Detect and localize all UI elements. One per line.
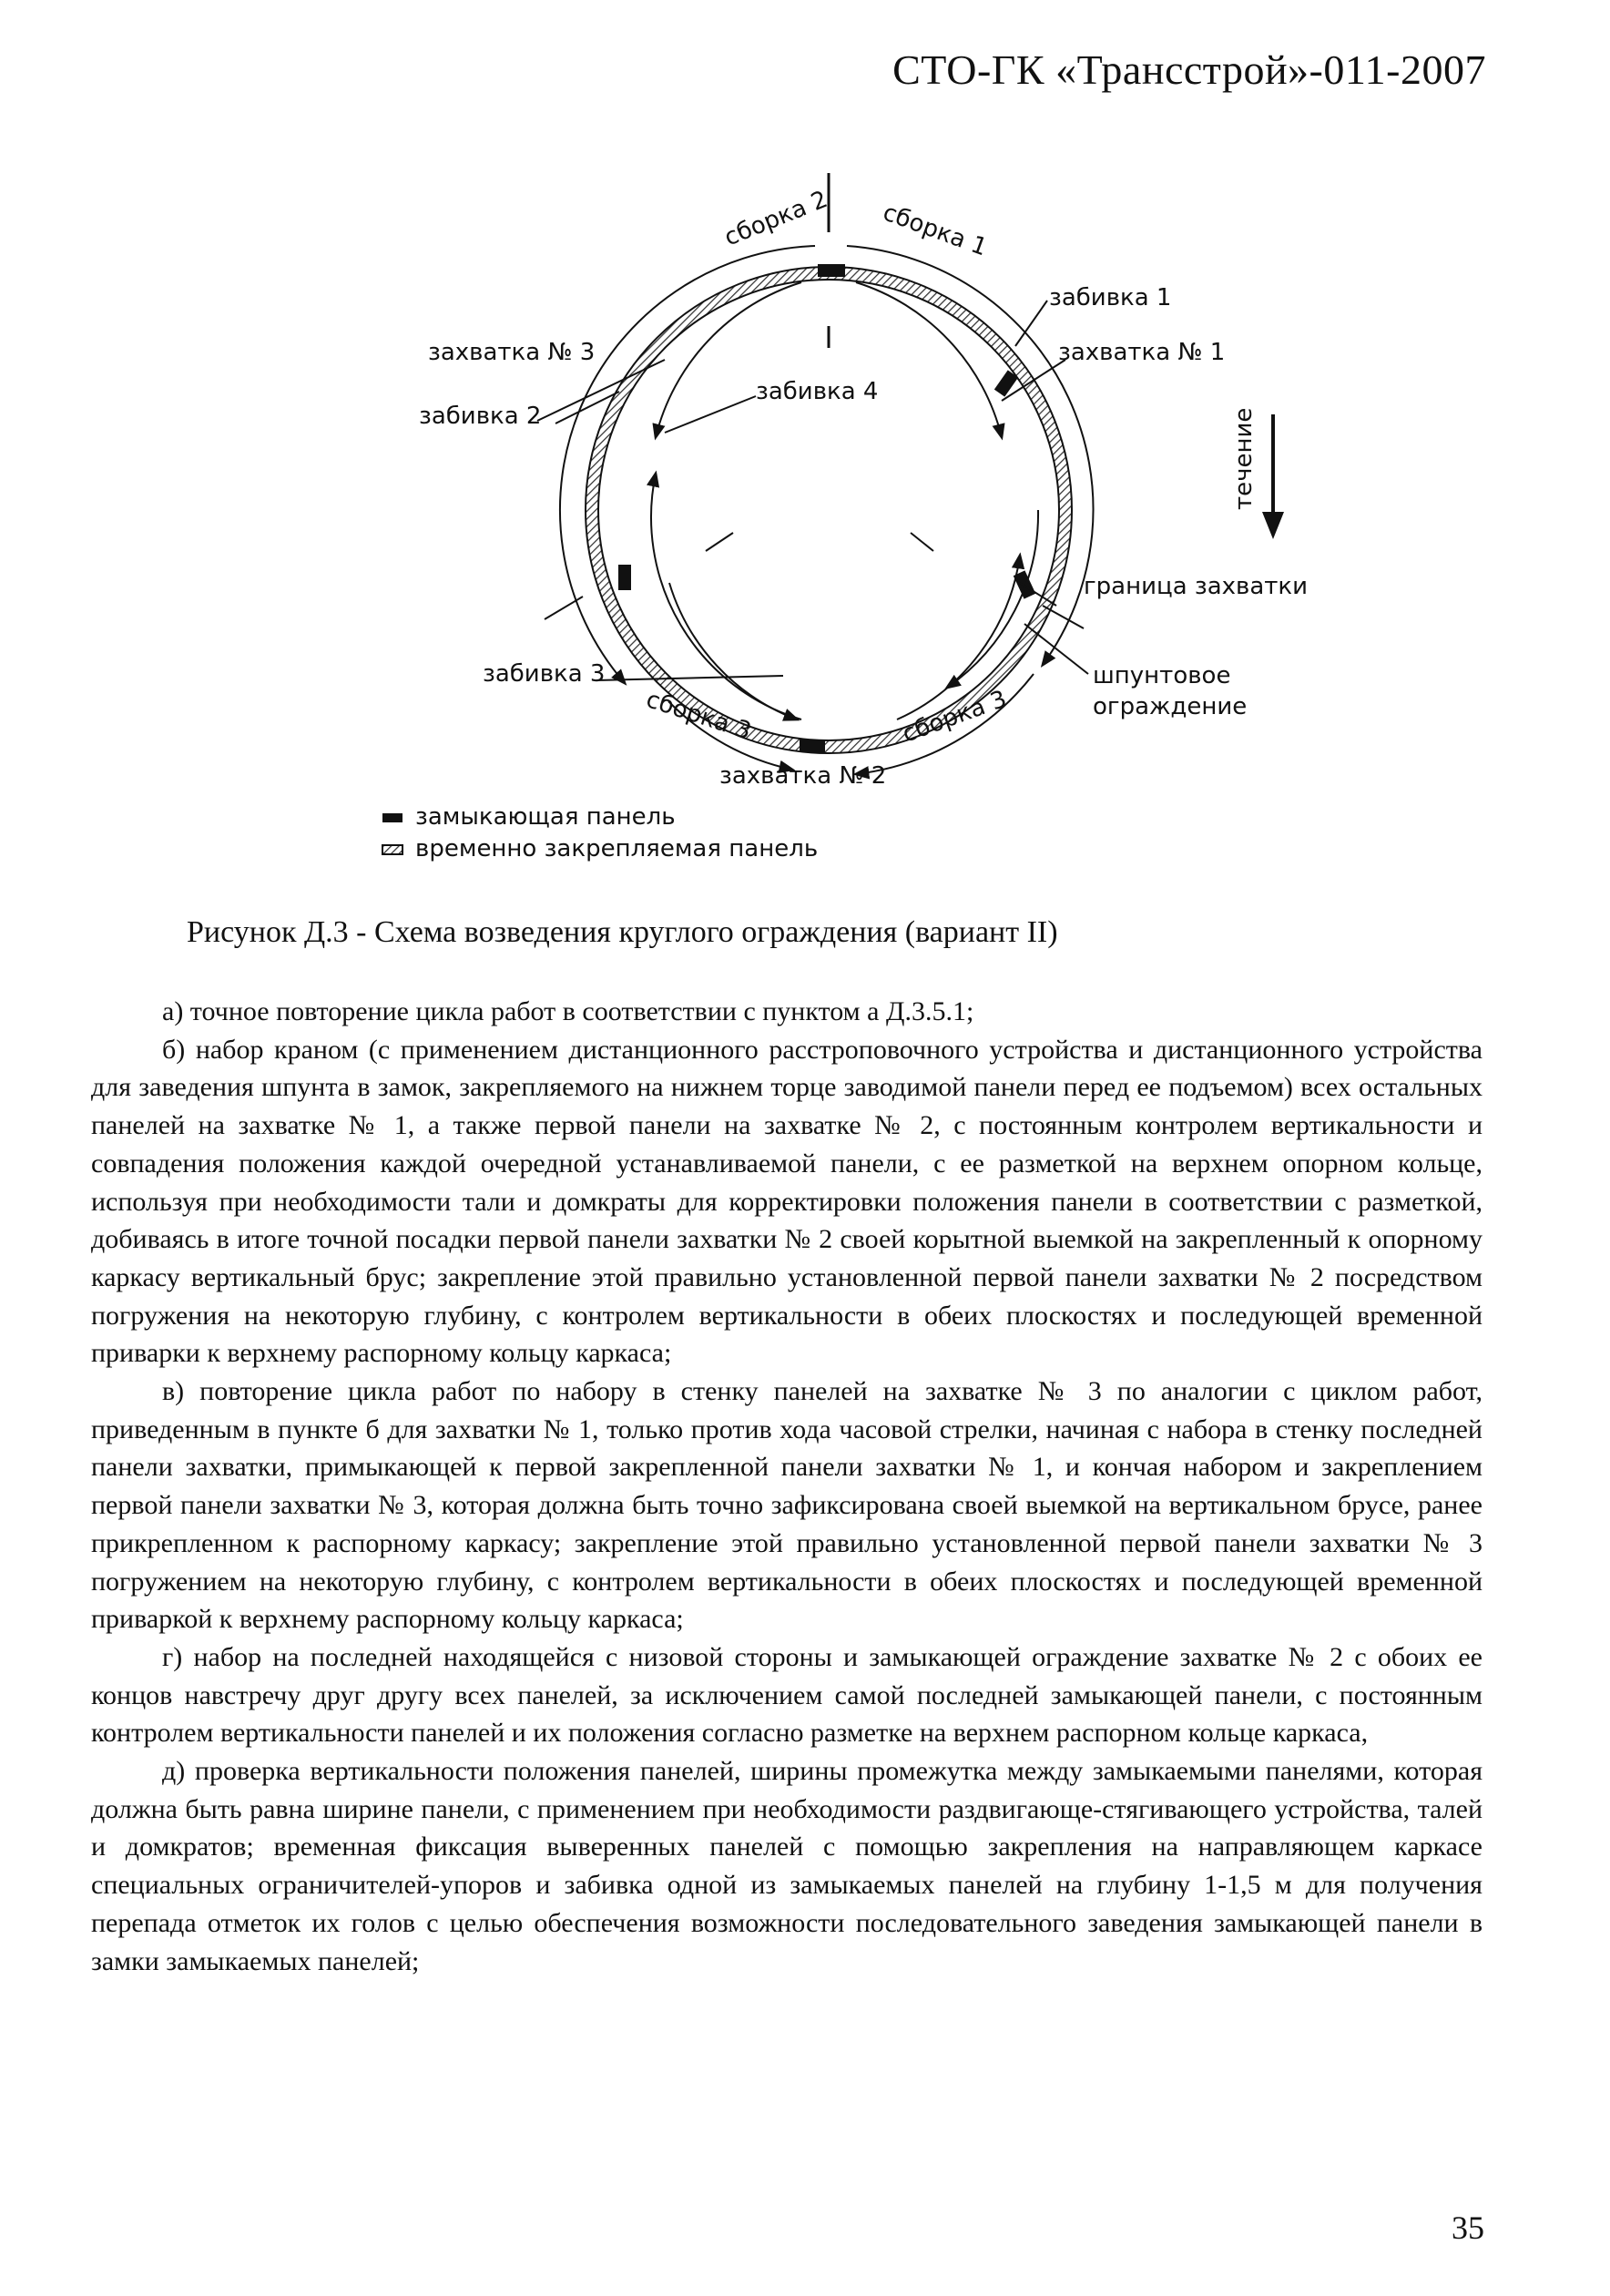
section-boundary-tick xyxy=(1043,606,1084,628)
inner-arrow xyxy=(947,510,1038,688)
page-number: 35 xyxy=(1452,2209,1484,2246)
circular-enclosure-diagram xyxy=(0,0,1610,911)
inner-arrow xyxy=(856,282,1002,437)
label-section-boundary: граница захватки xyxy=(1084,573,1309,600)
label-section-2: захватка № 2 xyxy=(719,762,887,790)
paragraph-d: д) проверка вертикальности положения панелей, ширины промежутка между замыкаемыми панелями, которая должна быть равна ширине панели, с применением при необходимости раздвигающе-стягивающего устройства, талей и домкратов; временная фиксация выверенных панелей с помощью закрепления на направляющем каркасе специальных ограничителей-упоров и забивка одной из замыкаемых панелей на глубину 1-1,5 м для получения перепада отметок их голов с целью обеспечения возможности последовательного заведения замыкающей панели в замки замыкаемых панелей; xyxy=(91,1756,1483,1976)
label-sheet-pile-line2: ограждение xyxy=(1093,693,1248,720)
legend-closing-panel: замыкающая панель xyxy=(415,803,676,831)
paragraph-v: в) повторение цикла работ по набору в стенку панелей на захватке № 3 по аналогии с циклом работ, приведенным в пункте б для захватки № 1, только против хода часовой стрелки, начиная с набора в стенку последней панели захватки, примыкающей к первой закрепленной панели захватки № 1, и кончая набором и закреплением первой панели захватки № 3, которая должна быть точно зафиксирована своей выемкой на вертикальном брусе, ранее прикрепленном к распорному каркасу; закрепление этой правильно установленной первой панели захватки № 3 погружением на некоторую глубину, с контролем вертикальности в обеих плоскостях и последующей временной приваркой к верхнему распорному кольцу каркаса; xyxy=(91,1376,1483,1635)
legend-temporary-swatch xyxy=(382,845,402,854)
diagram-svg xyxy=(0,0,1610,911)
inner-arrow xyxy=(656,282,801,437)
temporary-panel-marker xyxy=(618,565,631,590)
ring-inner-edge xyxy=(598,280,1059,740)
section-boundary-tick xyxy=(545,597,583,619)
closing-panel-marker xyxy=(800,740,825,752)
label-section-3: захватка № 3 xyxy=(428,339,596,366)
label-sheet-pile-line1: шпунтовое xyxy=(1093,662,1231,689)
flow-arrowhead xyxy=(1262,512,1284,539)
leader-line xyxy=(665,396,756,433)
label-driving-1: забивка 1 xyxy=(1049,284,1172,311)
label-driving-2: забивка 2 xyxy=(419,403,542,430)
label-assembly-1: сборка 1 xyxy=(879,199,991,262)
label-assembly-3-right: сборка 3 xyxy=(899,685,1011,749)
label-driving-4: забивка 4 xyxy=(756,378,879,405)
label-flow: течение xyxy=(1230,407,1258,510)
label-driving-3: забивка 3 xyxy=(483,660,606,688)
label-assembly-2: сборка 2 xyxy=(720,186,832,252)
document-header: СТО-ГК «Трансстрой»-011-2007 xyxy=(892,46,1486,93)
figure-caption: Рисунок Д.3 - Схема возведения круглого ограждения (вариант II) xyxy=(187,915,1058,949)
body-text xyxy=(91,993,1483,1980)
section-boundary-tick xyxy=(911,533,933,551)
paragraph-b: б) набор краном (с применением дистанционного расстроповочного устройства и дистанционного устройства для заведения шпунта в замок, закрепляемого на нижнем торце заводимой панели перед ее подъемом) всех остальных панелей на захватке № 1, а также первой панели на захватке № 2, с постоянным контролем вертикальности и совпадения положения каждой очередной устанавливаемой панели, с ее разметкой на верхнем опорном кольце, используя при необходимости тали и домкраты для корректировки положения панели в соответствии с разметкой, добиваясь в итоге точной посадки первой панели захватки № 2 своей корытной выемкой на закрепленный к опорному каркасу вертикальный брус; закрепление этой правильно установленной первой панели захватки № 2 посредством погружения на некоторую глубину, с контролем вертикальности в обеих плоскостях и последующей временной приварки к верхнему распорному кольцу каркаса; xyxy=(91,1034,1483,1369)
paragraph-g: г) набор на последней находящейся с низовой стороны и замыкающей ограждение захватке № 2 с обоих ее концов навстречу друг другу всех панелей, за исключением самой последней замыкающей панели, с постоянным контролем вертикальности панелей и их положения согласно разметке на верхнем распорном кольце каркаса, xyxy=(91,1641,1483,1749)
label-section-1: захватка № 1 xyxy=(1058,339,1226,366)
leader-line xyxy=(596,676,783,680)
label-assembly-3-left: сборка 3 xyxy=(642,686,755,746)
legend-closing-swatch xyxy=(382,813,402,822)
legend-temporary-panel: временно закрепляемая панель xyxy=(415,835,819,862)
paragraph-a: а) точное повторение цикла работ в соответствии с пунктом а Д.3.5.1; xyxy=(162,996,974,1026)
leader-line xyxy=(1024,624,1088,674)
closing-panel-marker xyxy=(818,264,845,277)
section-boundary-tick xyxy=(706,533,733,551)
